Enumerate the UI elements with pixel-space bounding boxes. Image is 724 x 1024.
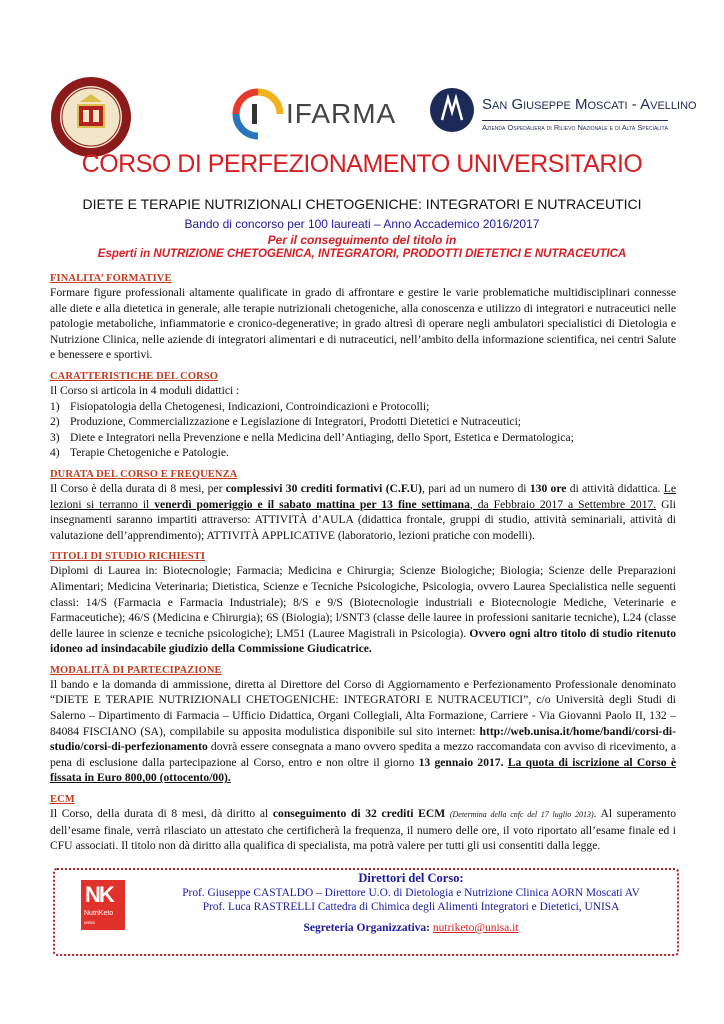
directors-title: Direttori del Corso: [358, 871, 464, 885]
section-heading: CARATTERISTICHE DEL CORSO [50, 370, 219, 382]
section-ecm [50, 793, 676, 854]
module-number: 2) [50, 415, 60, 429]
section-heading: ECM [50, 794, 75, 806]
segreteria-email-link[interactable]: nutriketo@unisa.it [432, 922, 519, 934]
ecm-reference: (Determina della cnfc del 17 luglio 2013) [449, 810, 594, 820]
logo-row [40, 76, 697, 156]
module-item [50, 414, 676, 430]
module-text: Produzione, Commercializzazione e Legislazione di Integratori, Prodotti Dietetici e Nutraceutici; [70, 415, 522, 429]
schedule-text: Le lezioni si terranno il [50, 481, 677, 511]
section-durata [50, 468, 676, 543]
unisa-seal-logo [50, 76, 132, 158]
text-run: Il Corso è della durata di 8 mesi, per [50, 481, 226, 495]
content [50, 272, 676, 861]
difarma-ring-icon [228, 84, 288, 144]
section-caratteristiche [50, 370, 676, 461]
text-run: Gli insegnamenti saranno impartiti attraverso: ATTIVITÀ d’AULA (didattica frontale, gruppi di studio, attività seminariali, attività di valutazione dell’apprendimento); ATTIVITÀ APPLICATIVE (laboratorio, lezioni pratiche con modelli). [50, 497, 676, 542]
conseguimento-line: Per il conseguimento del titolo in [267, 233, 457, 247]
text-run: Diplomi di Laurea in: Biotecnologie; Farmacia; Medicina e Chirurgia; Scienze Biologiche; Biologia; Scienze delle Preparazioni Alimentari; Medicina Veterinaria; Dietistica, Scienze e Tecniche Psicologiche, Psicologia, ovvero Laurea Specialistica nelle seguenti classi: 14/S (Farmacia e Farmacia Industriale); 8/S e 9/S (Biotecnologie industriali e Biotecnologie Mediche, Veterinarie e Farmaceutiche); 46/S (Medicina e Chirurgia); 6S (Biologia); l/SNT3 (classe delle lauree in professioni sanitarie tecniche), L24 (classe delle lauree in scienze e tecniche psicologiche); LM51 (Lauree Magistrali in Psicologia). [50, 564, 676, 640]
fee-text: La quota di iscrizione al Corso è fissata in Euro 800,00 (ottocento/00). [50, 755, 676, 785]
director-line-2: Prof. Luca RASTRELLI Cattedra di Chimica degli Alimenti Integratori e Dietetici, UNISA [202, 901, 620, 913]
text-run: . [593, 807, 597, 821]
segreteria-line [145, 922, 677, 934]
section-titoli [50, 550, 676, 657]
ecm-credits-text: conseguimento di 32 crediti ECM [272, 807, 446, 821]
nutriketo-logo [81, 880, 125, 930]
text-run: di attività didattica. [566, 481, 664, 495]
bandi-link[interactable]: http://web.unisa.it/home/bandi/corsi-di-studio/corsi-di-perfezionamento [50, 724, 676, 754]
section-text [50, 563, 676, 657]
moscati-subtitle: Azienda Ospedaliera di Rilievo Nazionale e di Alta Specialità [482, 120, 668, 132]
text-run: Il Corso, della durata di 8 mesi, dà diritto al [50, 807, 273, 821]
module-text: Terapie Chetogeniche e Patologie. [70, 446, 229, 460]
section-modalita [50, 664, 676, 786]
difarma-logo [228, 84, 408, 144]
schedule-period-text: , da Febbraio 2017 a Settembre 2017. [469, 497, 657, 511]
section-heading: FINALITA’ FORMATIVE [50, 273, 172, 284]
titoli-note: Ovvero ogni altro titolo di studio ritenuto idoneo ad insindacabile giudizio della Commissione Giudicatrice. [50, 626, 676, 656]
nk-name: NutriKeto [84, 910, 114, 917]
nk-letters: NK [85, 882, 113, 907]
module-item [50, 430, 676, 446]
text-run: Il bando e la domanda di ammissione, diretta al Direttore del Corso di Aggiornamento e Perfezionamento Professionale denominato “DIETE E TERAPIE NUTRIZIONALI CHETOGENICHE: INTEGRATORI E NUTRACEUTICI”, c/o Università degli Studi di Salerno – Dipartimento di Farmacia – Ufficio Didattica, Organi Collegiali, Alta Formazione, Carriere - Via Giovanni Paolo II, 132 – 84084 FISCIANO (SA), compilabile su apposita modulistica disponibile sul sito internet: [50, 677, 676, 738]
section-heading: DURATA DEL CORSO E FREQUENZA [50, 468, 238, 480]
deadline-date: 13 gennaio 2017. [418, 755, 504, 769]
segreteria-label: Segreteria Organizzativa: [303, 922, 433, 934]
nk-sub: unisa [84, 920, 95, 925]
modules-intro: Il Corso si articola in 4 moduli didattici : [50, 383, 240, 397]
moscati-logo [428, 86, 698, 146]
module-number: 4) [50, 446, 60, 460]
module-text: Diete e Integratori nella Prevenzione e nella Medicina dell’Antiaging, dello Sport, Estetica e Dermatologica; [70, 430, 574, 444]
module-text: Fisiopatologia della Chetogenesi, Indicazioni, Controindicazioni e Protocolli; [70, 399, 430, 413]
module-number: 1) [50, 399, 60, 413]
section-finalita [50, 272, 676, 363]
course-subtitle: DIETE E TERAPIE NUTRIZIONALI CHETOGENICHE: INTEGRATORI E NUTRACEUTICI [82, 196, 642, 212]
director-line-1: Prof. Giuseppe CASTALDO – Direttore U.O. di Dietologia e Nutrizione Clinica AORN Moscati AV [182, 887, 640, 899]
esperti-line: Esperti in NUTRIZIONE CHETOGENICA, INTEGRATORI, PRODOTTI DIETETICI E NUTRACEUTICA [97, 248, 627, 260]
text-run: dovrà essere consegnata a mano ovvero spedita a mezzo raccomandata con avviso di ricevimento, a pena di esclusione dalla partecipazione al Corso, entro e non oltre il giorno [50, 740, 676, 769]
directors-box [53, 868, 679, 956]
section-heading: TITOLI DI STUDIO RICHIESTI [50, 551, 206, 563]
moscati-title: San Giuseppe Moscati - Avellino [482, 96, 697, 113]
module-number: 3) [50, 430, 60, 444]
text-run: Al superamento dell’esame finale, verrà rilasciato un attestato che certificherà la frequenza, il numero delle ore, il voto riportato all’esame finale ed i CFU associati. Il titolo non dà diritto alla qualifica di specialista, ma potrà valere per tutti gli usi consentiti dalla legge. [50, 807, 676, 853]
section-text [50, 481, 676, 543]
difarma-wordmark: IFARMA [286, 98, 397, 129]
bando-line: Bando di concorso per 100 laureati – Anno Accademico 2016/2017 [184, 217, 540, 231]
schedule-days-text: venerdì pomeriggio e il sabato mattina per 13 fine settimana [154, 497, 470, 511]
course-title: CORSO DI PERFEZIONAMENTO UNIVERSITARIO [81, 150, 643, 178]
moscati-emblem-icon [428, 86, 476, 134]
credits-text: complessivi 30 crediti formativi (C.F.U) [225, 481, 422, 495]
hours-text: 130 ore [529, 481, 567, 495]
text-run: , pari ad un numero di [421, 481, 530, 495]
section-text [50, 806, 676, 854]
section-text: Formare figure professionali altamente qualificate in grado di affrontare e gestire le varie problematiche multidisciplinari connesse alle diete e alla dietetica in generale, alle terapie nutrizionali chetogeniche, alla conoscenza e utilizzo di integratori e nutraceutici nelle patologie metaboliche, infiammatorie e cronico-degenerative; in grado altresì di operare negli ambulatori specialistici di Dietologia e Nutrizione Clinica, nelle aziende di integratori alimentari e di nutraceutici, nell’ambito della informazione scientifica, nei centri Salute e benessere e sportivi. [50, 286, 676, 362]
section-text [50, 677, 676, 786]
module-item [50, 399, 676, 415]
section-heading: MODALITÀ DI PARTECIPAZIONE [50, 664, 222, 676]
module-item [50, 445, 676, 461]
